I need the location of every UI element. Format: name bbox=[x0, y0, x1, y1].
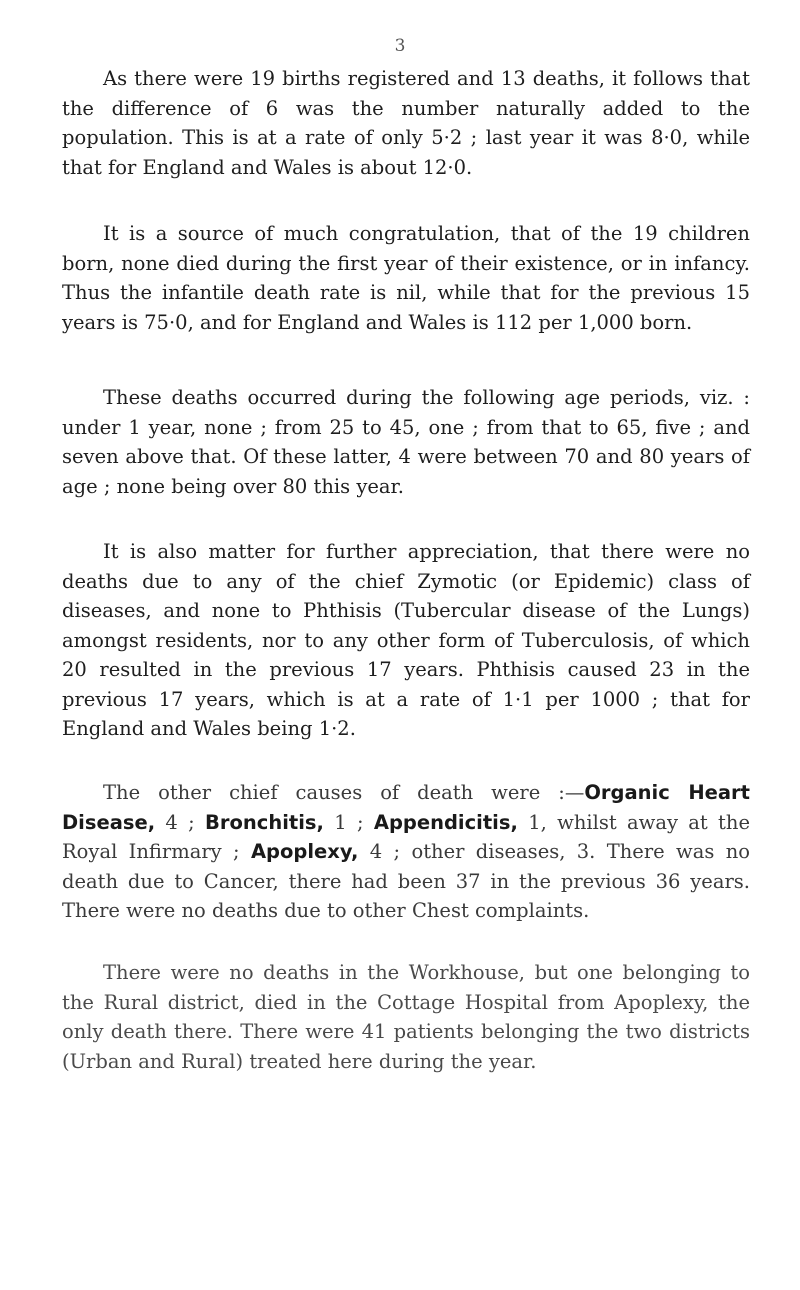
paragraph-workhouse: There were no deaths in the Workhouse, but one belonging to the Rural district, died in the Cottage Hospital from Apoplexy, the only death there. There were 41 patients belonging the two districts (Urban and Rural) treated here during the year. bbox=[62, 961, 750, 1073]
page-number: 3 bbox=[394, 36, 406, 56]
paragraph-age-periods: These deaths occurred during the following age periods, viz. : under 1 year, none ; from 25 to 45, one ; from that to 65, five ; and seven above that. Of these latter, 4 were between 70 and 80 years of age ; none being over 80 this year. bbox=[62, 386, 750, 498]
cause-organic-heart-disease: Organic Heart Disease, bbox=[62, 781, 750, 834]
cause-text: 4 ; bbox=[155, 810, 206, 834]
cause-text: 4 ; other diseases, 3. There was no death due to Cancer, there had been 37 in the previous 36 years. There were no deaths due to other Chest complaints. bbox=[62, 840, 751, 922]
other-causes-intro: The other chief causes of death were :— bbox=[103, 781, 585, 804]
cause-appendicitis: Appendicitis, bbox=[373, 810, 518, 834]
paragraph-other-causes bbox=[62, 778, 750, 926]
paragraph-infant-mortality: It is a source of much congratulation, that of the 19 children born, none died during the first year of their existence, or in infancy. Thus the infantile death rate is nil, while that for the previous 15 years is 75·0, and for England and Wales is 112 per 1,000 born. bbox=[62, 222, 750, 334]
paragraph-zymotic-phthisis: It is also matter for further appreciation, that there were no deaths due to any of the chief Zymotic (or Epidemic) class of diseases, and none to Phthisis (Tubercular disease of the Lungs) amongst residents, nor to any other form of Tuberculosis, of which 20 resulted in the previous 17 years. Phthisis caused 23 in the previous 17 years, which is at a rate of 1·1 per 1000 ; that for England and Wales being 1·2. bbox=[62, 540, 750, 740]
cause-bronchitis: Bronchitis, bbox=[205, 810, 324, 834]
cause-text: 1, whilst away at the Royal Infirmary ; bbox=[62, 810, 750, 863]
paragraph-births-deaths: As there were 19 births registered and 13 deaths, it follows that the difference of 6 was the number naturally added to the population. This is at a rate of only 5·2 ; last year it was 8·0, while that for England and Wales is about 12·0. bbox=[62, 67, 750, 179]
cause-apoplexy: Apoplexy, bbox=[250, 840, 359, 863]
cause-text: 1 ; bbox=[323, 810, 374, 834]
